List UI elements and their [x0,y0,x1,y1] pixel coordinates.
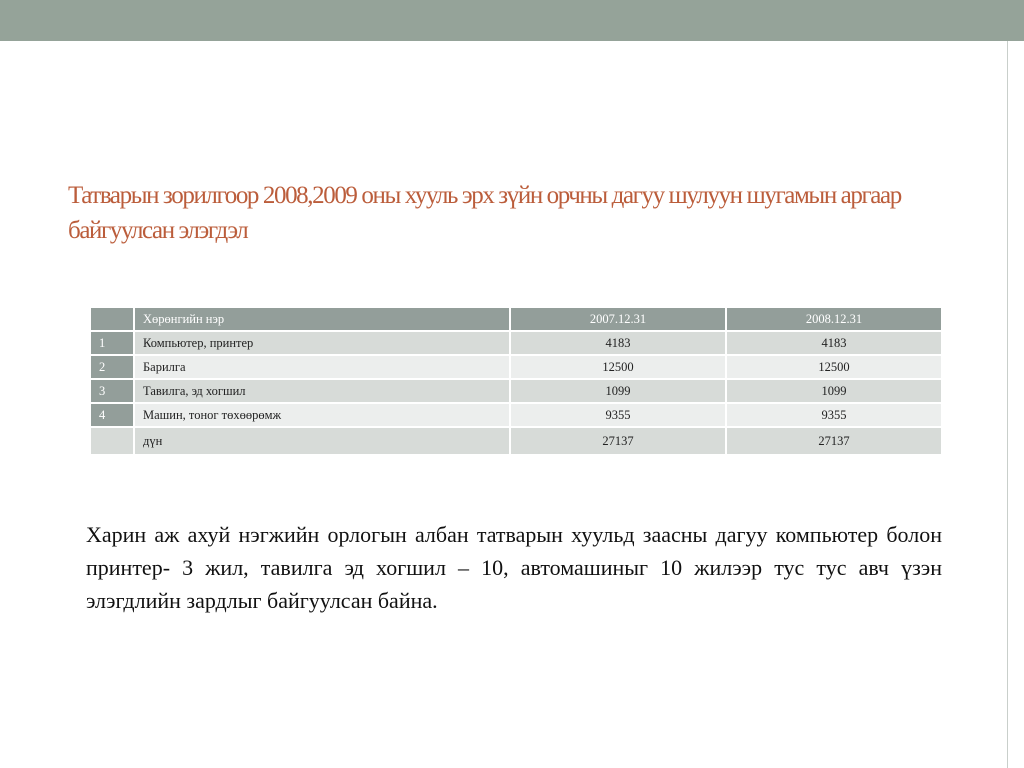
row-total-label: дүн [135,428,509,454]
table-row [91,404,941,426]
table-total-row [91,428,941,454]
row-value-2008: 9355 [727,404,941,426]
header-2008: 2008.12.31 [727,308,941,330]
row-index: 2 [91,356,133,378]
row-value-2007: 1099 [511,380,725,402]
row-index: 3 [91,380,133,402]
row-value-2007: 9355 [511,404,725,426]
row-asset-name: Тавилга, эд хогшил [135,380,509,402]
table-row [91,356,941,378]
row-index [91,428,133,454]
top-banner [0,0,1024,41]
row-value-2008: 12500 [727,356,941,378]
row-asset-name: Барилга [135,356,509,378]
table-row [91,380,941,402]
row-value-2007: 12500 [511,356,725,378]
row-value-2008: 1099 [727,380,941,402]
table-header-row [91,308,941,330]
row-asset-name: Машин, тоног төхөөрөмж [135,404,509,426]
header-asset-name: Хөрөнгийн нэр [135,308,509,330]
header-2007: 2007.12.31 [511,308,725,330]
header-index [91,308,133,330]
row-asset-name: Компьютер, принтер [135,332,509,354]
row-index: 4 [91,404,133,426]
row-value-2007: 4183 [511,332,725,354]
table-row [91,332,941,354]
row-total-2008: 27137 [727,428,941,454]
slide-title: Татварын зорилгоор 2008,2009 оны хууль эрх зүйн орчны дагуу шулуун шугамын аргаар байгуулсан элэгдэл [68,182,901,244]
right-divider [1007,41,1008,768]
row-value-2008: 4183 [727,332,941,354]
depreciation-table [89,306,943,456]
slide-paragraph: Харин аж ахуй нэгжийн орлогын албан татварын хуульд заасны дагуу компьютер болон принтер- 3 жил, тавилга эд хогшил – 10, автомашиныг 10 жилээр тус тус авч үзэн элэгдлийн зардлыг байгуулсан байна. [86,522,942,613]
row-index: 1 [91,332,133,354]
row-total-2007: 27137 [511,428,725,454]
